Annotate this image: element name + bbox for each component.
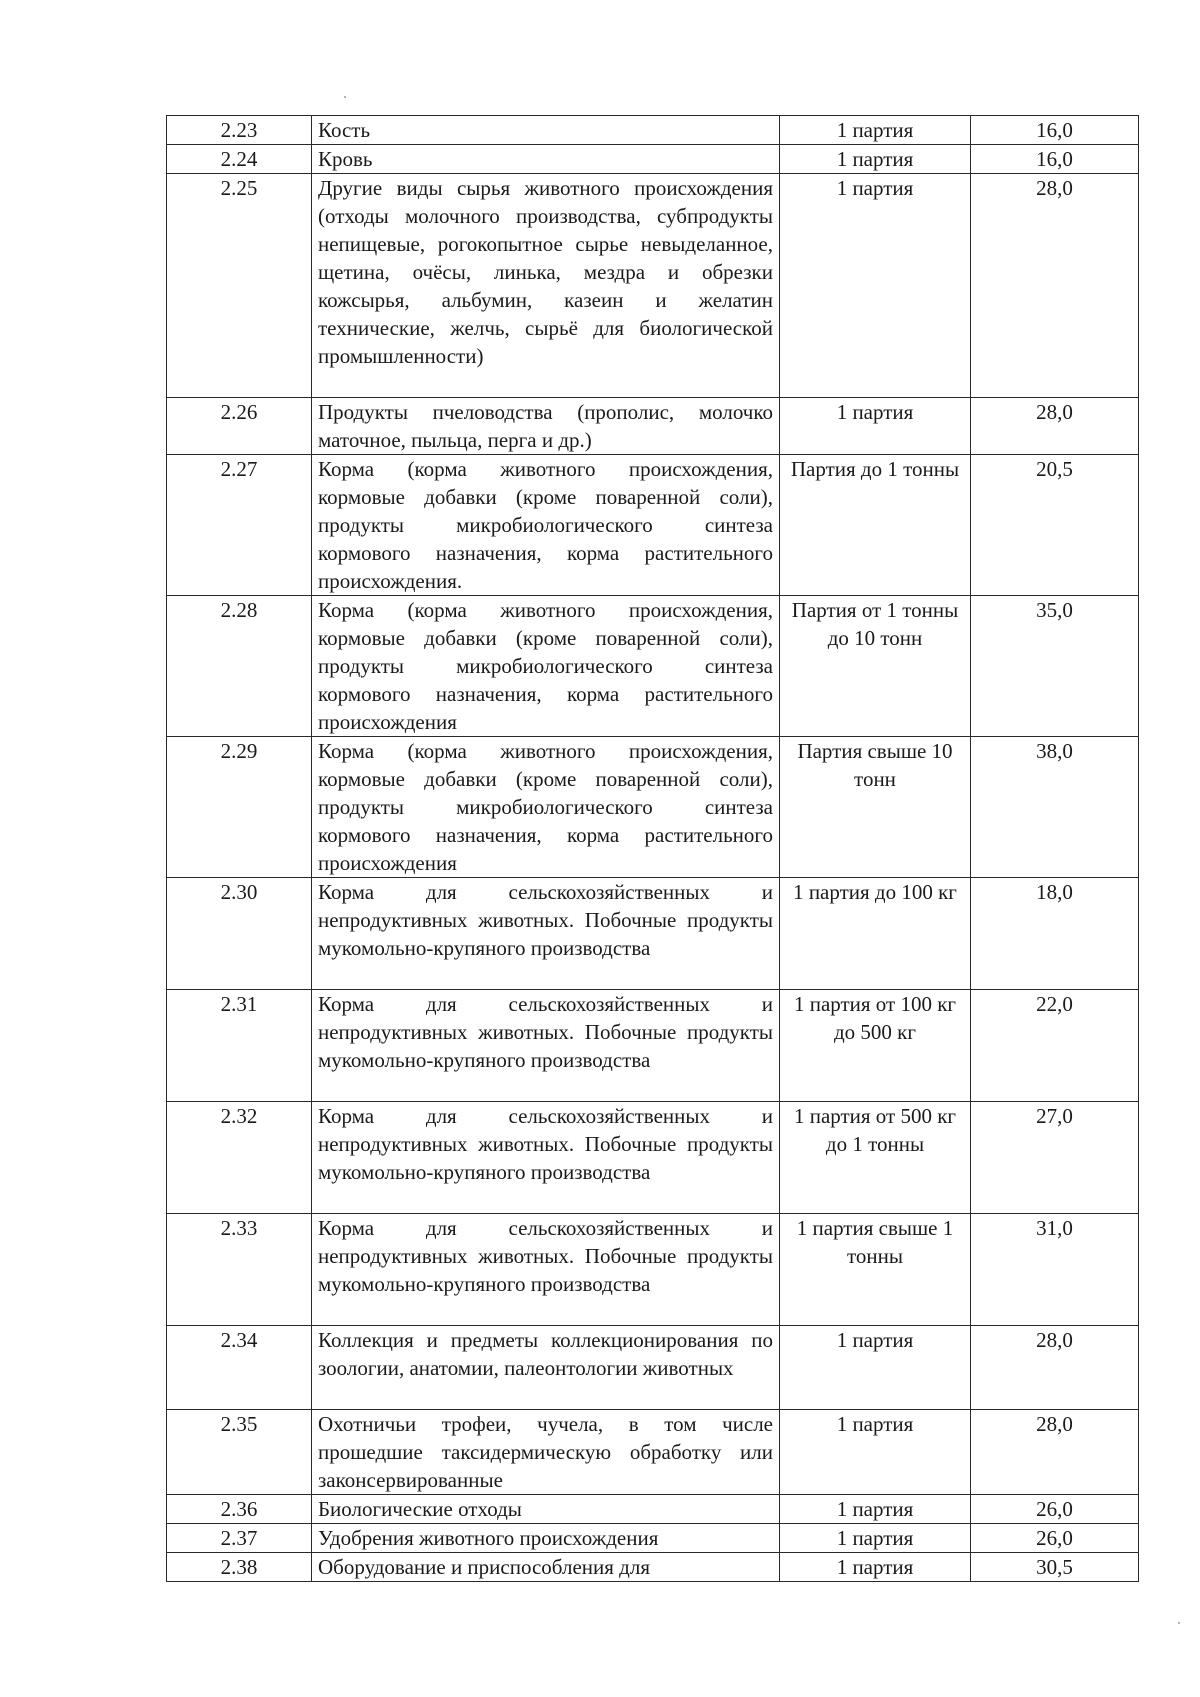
row-unit: 1 партия от 100 кг до 500 кг <box>780 990 971 1102</box>
row-price: 20,5 <box>971 455 1139 596</box>
row-unit: 1 партия <box>780 1326 971 1410</box>
row-unit: 1 партия <box>780 116 971 145</box>
row-number: 2.38 <box>167 1553 312 1582</box>
row-price: 28,0 <box>971 174 1139 398</box>
row-number: 2.30 <box>167 878 312 990</box>
row-name: Другие виды сырья животного происхождения (отходы молочного производства, субпродукты непищевые, рогокопытное сырье невыделанное, щетина, очёсы, линька, мездра и обрезки кожсырья, альбумин, казеин и желатин технические, желчь, сырьё для биологической промышленности) <box>312 174 780 398</box>
table-row <box>167 1524 1139 1553</box>
row-unit: 1 партия от 500 кг до 1 тонны <box>780 1102 971 1214</box>
row-unit: 1 партия свыше 1 тонны <box>780 1214 971 1326</box>
row-number: 2.31 <box>167 990 312 1102</box>
table-row <box>167 1410 1139 1495</box>
table-row <box>167 990 1139 1102</box>
row-price: 28,0 <box>971 1326 1139 1410</box>
row-price: 31,0 <box>971 1214 1139 1326</box>
row-price: 28,0 <box>971 398 1139 455</box>
table-row <box>167 878 1139 990</box>
scan-speck <box>344 96 346 98</box>
tariff-table <box>166 115 1139 1582</box>
row-price: 26,0 <box>971 1524 1139 1553</box>
row-price: 16,0 <box>971 145 1139 174</box>
row-number: 2.27 <box>167 455 312 596</box>
row-name: Корма (корма животного происхождения, кормовые добавки (кроме поваренной соли), продукты микробиологического синтеза кормового назначения, корма растительного происхождения <box>312 737 780 878</box>
row-name: Удобрения животного происхождения <box>312 1524 780 1553</box>
row-price: 35,0 <box>971 596 1139 737</box>
row-unit: 1 партия <box>780 1410 971 1495</box>
table-body <box>167 116 1139 1582</box>
row-unit: Партия свыше 10 тонн <box>780 737 971 878</box>
row-price: 38,0 <box>971 737 1139 878</box>
row-number: 2.24 <box>167 145 312 174</box>
row-number: 2.33 <box>167 1214 312 1326</box>
row-name: Корма для сельскохозяйственных и непродуктивных животных. Побочные продукты мукомольно-крупяного производства <box>312 990 780 1102</box>
row-number: 2.32 <box>167 1102 312 1214</box>
table-row <box>167 1102 1139 1214</box>
row-name: Коллекция и предметы коллекционирования по зоологии, анатомии, палеонтологии животных <box>312 1326 780 1410</box>
row-name: Оборудование и приспособления для <box>312 1553 780 1582</box>
row-price: 26,0 <box>971 1495 1139 1524</box>
scan-speck <box>1178 1622 1180 1624</box>
row-number: 2.36 <box>167 1495 312 1524</box>
row-number: 2.28 <box>167 596 312 737</box>
row-unit: 1 партия <box>780 174 971 398</box>
table-row <box>167 1214 1139 1326</box>
table-row <box>167 174 1139 398</box>
row-name: Корма для сельскохозяйственных и непродуктивных животных. Побочные продукты мукомольно-крупяного производства <box>312 1214 780 1326</box>
row-name: Биологические отходы <box>312 1495 780 1524</box>
row-number: 2.26 <box>167 398 312 455</box>
row-unit: Партия от 1 тонны до 10 тонн <box>780 596 971 737</box>
table-row <box>167 145 1139 174</box>
row-unit: 1 партия <box>780 1553 971 1582</box>
row-number: 2.29 <box>167 737 312 878</box>
row-number: 2.35 <box>167 1410 312 1495</box>
row-name: Кровь <box>312 145 780 174</box>
row-name: Корма для сельскохозяйственных и непродуктивных животных. Побочные продукты мукомольно-крупяного производства <box>312 1102 780 1214</box>
row-name: Кость <box>312 116 780 145</box>
table-row <box>167 737 1139 878</box>
row-unit: 1 партия до 100 кг <box>780 878 971 990</box>
table-row <box>167 398 1139 455</box>
table-row <box>167 1553 1139 1582</box>
row-number: 2.25 <box>167 174 312 398</box>
row-name: Корма для сельскохозяйственных и непродуктивных животных. Побочные продукты мукомольно-крупяного производства <box>312 878 780 990</box>
row-unit: 1 партия <box>780 1495 971 1524</box>
row-number: 2.23 <box>167 116 312 145</box>
row-unit: 1 партия <box>780 145 971 174</box>
table-row <box>167 596 1139 737</box>
row-unit: 1 партия <box>780 398 971 455</box>
row-price: 16,0 <box>971 116 1139 145</box>
row-name: Охотничьи трофеи, чучела, в том числе прошедшие таксидермическую обработку или законсервированные <box>312 1410 780 1495</box>
row-price: 30,5 <box>971 1553 1139 1582</box>
row-number: 2.37 <box>167 1524 312 1553</box>
row-unit: 1 партия <box>780 1524 971 1553</box>
row-price: 18,0 <box>971 878 1139 990</box>
row-name: Корма (корма животного происхождения, кормовые добавки (кроме поваренной соли), продукты микробиологического синтеза кормового назначения, корма растительного происхождения. <box>312 455 780 596</box>
row-unit: Партия до 1 тонны <box>780 455 971 596</box>
row-price: 28,0 <box>971 1410 1139 1495</box>
table-row <box>167 455 1139 596</box>
row-name: Продукты пчеловодства (прополис, молочко маточное, пыльца, перга и др.) <box>312 398 780 455</box>
table-row <box>167 1326 1139 1410</box>
table-row <box>167 116 1139 145</box>
row-price: 22,0 <box>971 990 1139 1102</box>
row-number: 2.34 <box>167 1326 312 1410</box>
row-price: 27,0 <box>971 1102 1139 1214</box>
table-row <box>167 1495 1139 1524</box>
row-name: Корма (корма животного происхождения, кормовые добавки (кроме поваренной соли), продукты микробиологического синтеза кормового назначения, корма растительного происхождения <box>312 596 780 737</box>
